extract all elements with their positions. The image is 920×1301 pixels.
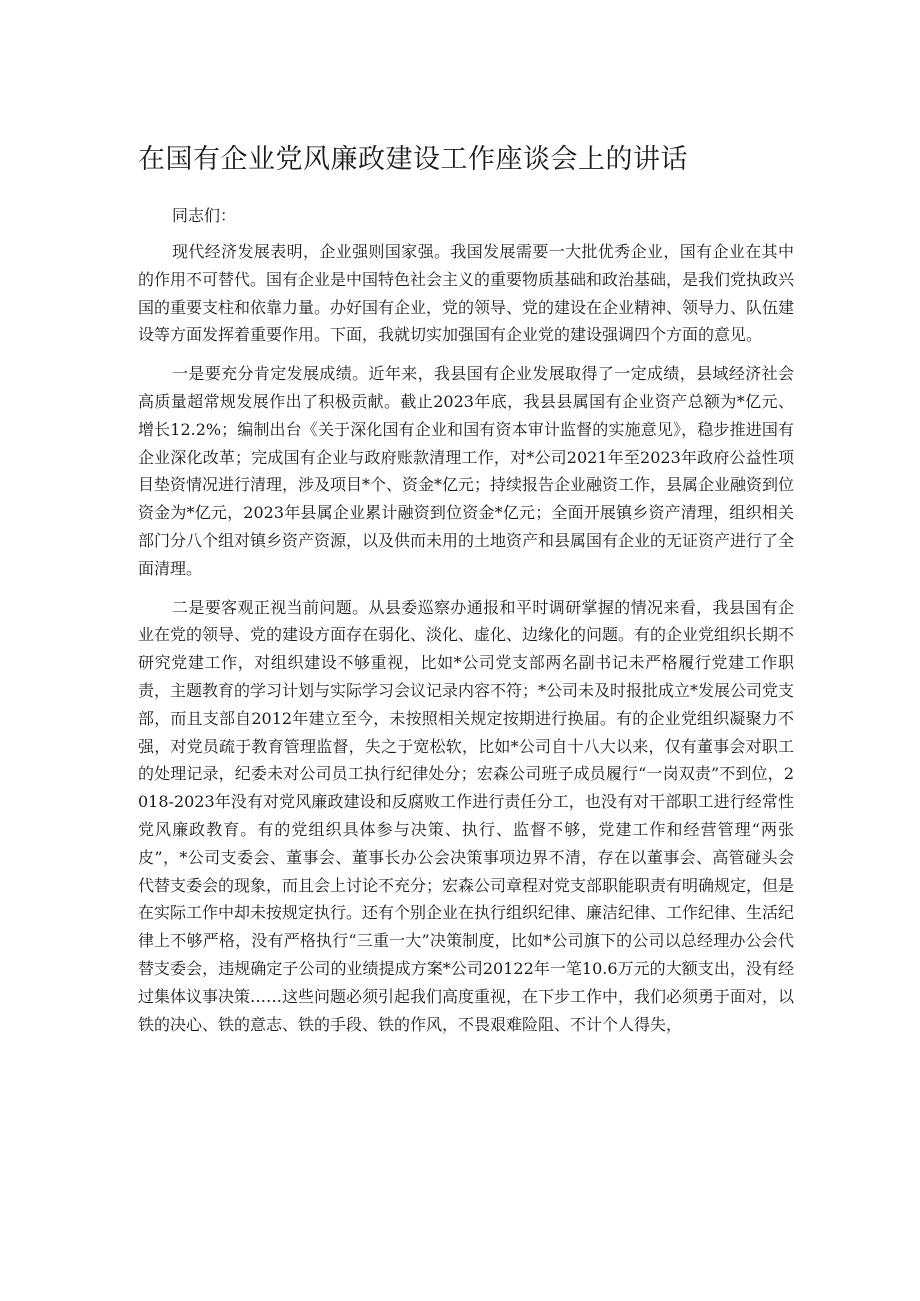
salutation: 同志们： [172,206,237,225]
paragraph-point-one: 一是要充分肯定发展成绩。近年来，我县国有企业发展取得了一定成绩，县域经济社会高质量超常规发展作出了积极贡献。截止2023年底，我县县属国有企业资产总额为*亿元、增长12.2%；编制出台《关于深化国有企业和国有资本审计监督的实施意见》，稳步推进国有企业深化改革；完成国有企业与政府账款清理工作，对*公司2021年至2023年政府公益性项目垫资情况进行清理，涉及项目*个、资金*亿元；持续报告企业融资工作，县属企业融资到位资金为*亿元，2023年县属企业累计融资到位资金*亿元；全面开展镇乡资产清理，组织相关部门分八个组对镇乡资产资源，以及供而未用的土地资产和县属国有企业的无证资产进行了全面清理。 [138,364,795,578]
paragraph-point-two: 二是要客观正视当前问题。从县委巡察办通报和平时调研掌握的情况来看，我县国有企业在党的领导、党的建设方面存在弱化、淡化、虚化、边缘化的问题。有的企业党组织长期不研究党建工作，对组织建设不够重视，比如*公司党支部两名副书记未严格履行党建工作职责，主题教育的学习计划与实际学习会议记录内容不符；*公司未及时报批成立*发展公司党支部，而且支部自2012年建立至今，未按照相关规定按期进行换届。有的企业党组织凝聚力不强，对党员疏于教育管理监督，失之于宽松软，比如*公司自十八大以来，仅有董事会对职工的处理记录，纪委未对公司员工执行纪律处分；宏森公司班子成员履行“一岗双责”不到位，2018-2023年没有对党风廉政建设和反腐败工作进行责任分工，也没有对干部职工进行经常性党风廉政教育。有的党组织具体参与决策、执行、监督不够，党建工作和经营管理“两张皮”，*公司支委会、董事会、董事长办公会决策事项边界不清，存在以董事会、高管碰头会代替支委会的现象，而且会上讨论不充分；宏森公司章程对党支部职能职责有明确规定，但是在实际工作中却未按规定执行。还有个别企业在执行组织纪律、廉洁纪律、工作纪律、生活纪律上不够严格，没有严格执行“三重一大”决策制度，比如*公司旗下的公司以总经理办公会代替支委会，违规确定子公司的业绩提成方案*公司20122年一笔10.6万元的大额支出，没有经过集体议事决策……这些问题必须引起我们高度重视，在下步工作中，我们必须勇于面对，以铁的决心、铁的意志、铁的手段、铁的作风，不畏艰难险阻、不计个人得失， [138,597,795,1034]
document-title: 在国有企业党风廉政建设工作座谈会上的讲话 [138,144,688,175]
document-body [138,238,794,1049]
paragraph-intro: 现代经济发展表明，企业强则国家强。我国发展需要一大批优秀企业，国有企业在其中的作用不可替代。国有企业是中国特色社会主义的重要物质基础和政治基础，是我们党执政兴国的重要支柱和依靠力量。办好国有企业，党的领导、党的建设在企业精神、领导力、队伍建设等方面发挥着重要作用。下面，我就切实加强国有企业党的建设强调四个方面的意见。 [138,242,795,345]
